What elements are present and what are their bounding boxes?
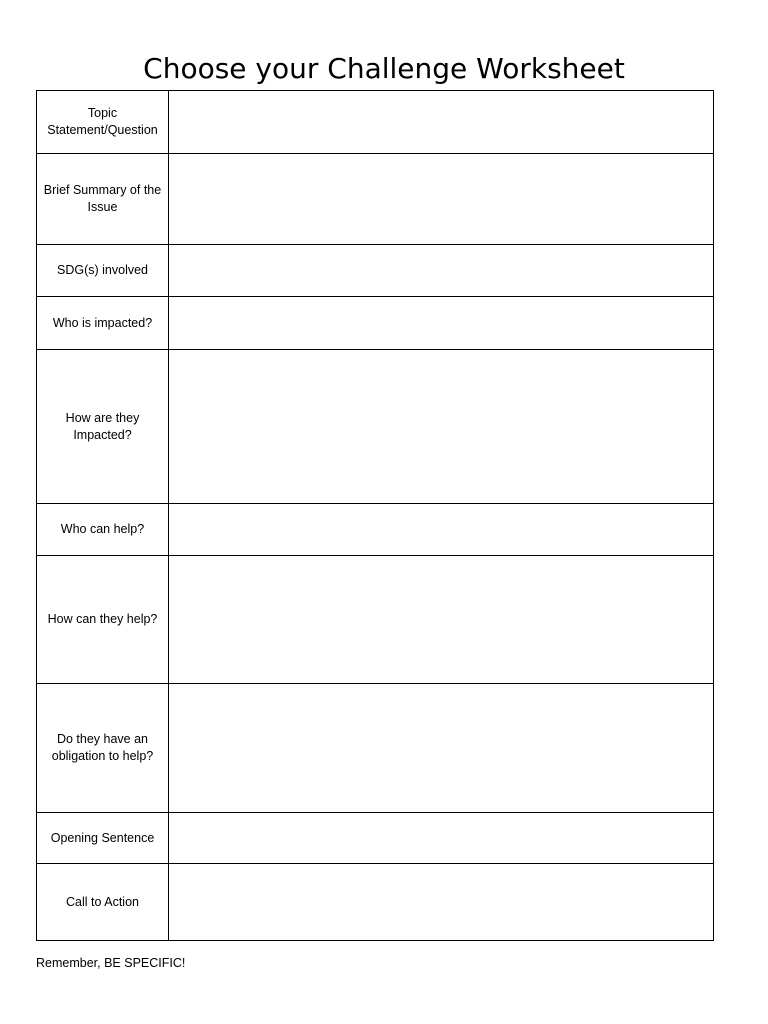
answer-cell-topic[interactable] <box>169 91 714 154</box>
row-label-opening-sentence: Opening Sentence <box>37 813 169 864</box>
table-row-who-impacted <box>37 297 714 350</box>
answer-cell-call-to-action[interactable] <box>169 864 714 941</box>
table-row-sdgs <box>37 245 714 297</box>
row-label-how-impacted: How are they Impacted? <box>37 350 169 504</box>
row-label-call-to-action: Call to Action <box>37 864 169 941</box>
answer-cell-who-impacted[interactable] <box>169 297 714 350</box>
row-label-who-can-help: Who can help? <box>37 504 169 556</box>
row-label-obligation: Do they have an obligation to help? <box>37 684 169 813</box>
answer-cell-who-can-help[interactable] <box>169 504 714 556</box>
table-row-topic <box>37 91 714 154</box>
row-label-summary: Brief Summary of the Issue <box>37 154 169 245</box>
row-label-sdgs: SDG(s) involved <box>37 245 169 297</box>
table-row-summary <box>37 154 714 245</box>
answer-cell-sdgs[interactable] <box>169 245 714 297</box>
answer-cell-obligation[interactable] <box>169 684 714 813</box>
answer-cell-summary[interactable] <box>169 154 714 245</box>
answer-cell-opening-sentence[interactable] <box>169 813 714 864</box>
answer-cell-how-impacted[interactable] <box>169 350 714 504</box>
row-label-how-can-help: How can they help? <box>37 556 169 684</box>
table-row-opening-sentence <box>37 813 714 864</box>
worksheet-table <box>36 90 714 941</box>
table-row-obligation <box>37 684 714 813</box>
table-row-how-impacted <box>37 350 714 504</box>
table-row-how-can-help <box>37 556 714 684</box>
footer-note: Remember, BE SPECIFIC! <box>36 956 186 970</box>
table-row-call-to-action <box>37 864 714 941</box>
answer-cell-how-can-help[interactable] <box>169 556 714 684</box>
table-row-who-can-help <box>37 504 714 556</box>
worksheet-title: Choose your Challenge Worksheet <box>143 51 625 85</box>
row-label-who-impacted: Who is impacted? <box>37 297 169 350</box>
row-label-topic: Topic Statement/Question <box>37 91 169 154</box>
